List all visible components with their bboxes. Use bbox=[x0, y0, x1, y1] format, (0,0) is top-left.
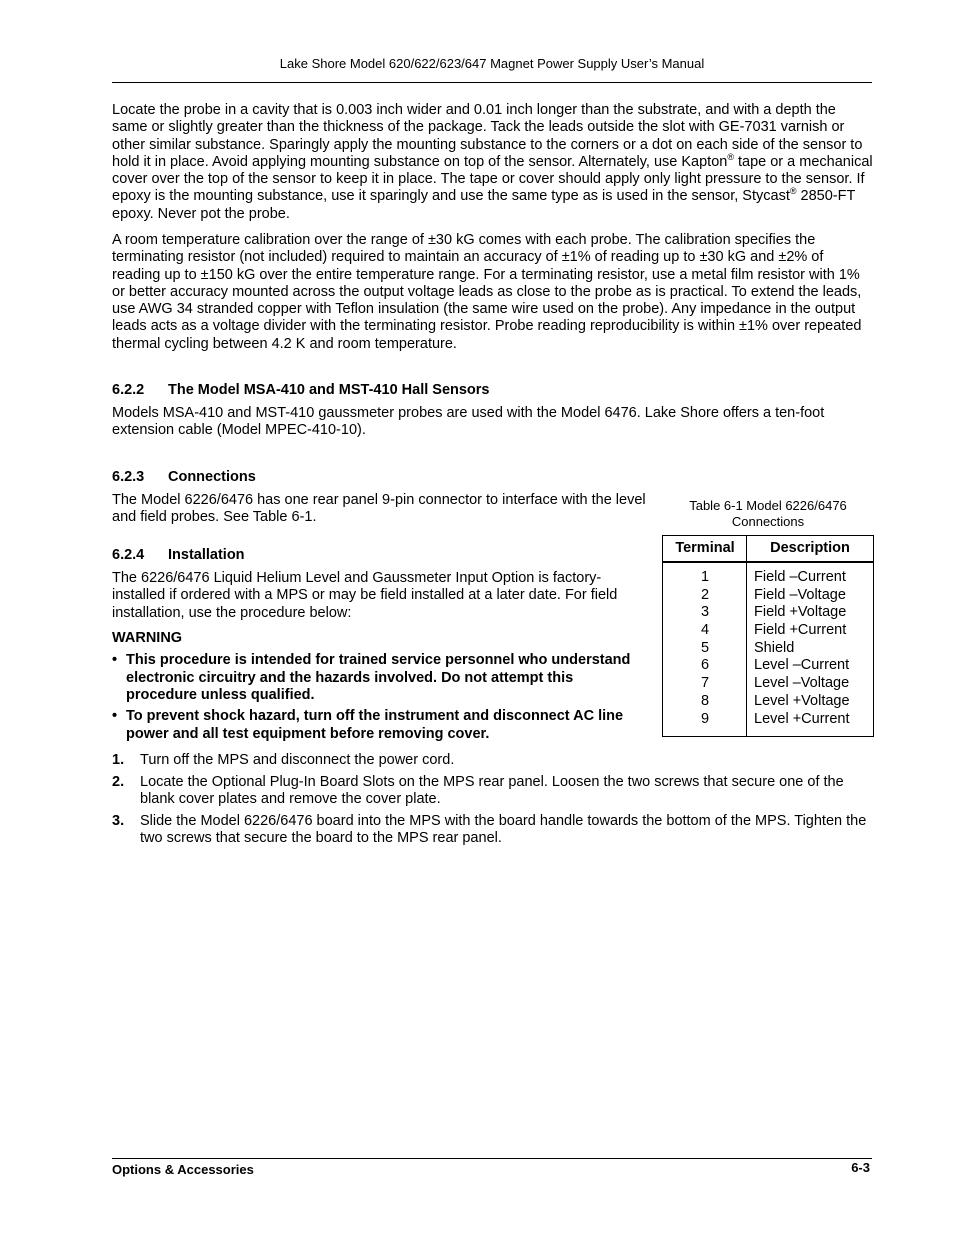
table-row bbox=[663, 604, 873, 622]
page-header-title: Lake Shore Model 620/622/623/647 Magnet Power Supply User’s Manual bbox=[279, 56, 705, 71]
section-number: 6.2.2 bbox=[112, 382, 145, 398]
terminal-cell: 7 bbox=[700, 675, 710, 692]
step-number: 3. bbox=[112, 813, 125, 829]
footer-section-title: Options & Accessories bbox=[112, 1162, 254, 1177]
description-cell: Shield bbox=[754, 639, 795, 656]
procedure-step bbox=[112, 813, 874, 848]
warning-text: To prevent shock hazard, turn off the instrument and disconnect AC line power and all test equipment before removing cover. bbox=[126, 708, 624, 742]
paragraph-text: 2850-FT epoxy. Never pot the probe. bbox=[112, 188, 856, 222]
table-row bbox=[663, 587, 873, 605]
calibration-paragraph: A room temperature calibration over the range of ±30 kG comes with each probe. The calibration specifies the terminating resistor (not included) required to maintain an accuracy of ±1% of reading up to ±30 kG and ±2% of reading up to ±150 kG over the entire temperature range. For a terminating resistor, use a metal film resistor with 1% or better accuracy mounted across the output voltage leads as close to the probe as is practical. To extend the leads, use AWG 34 stranded copper with Teflon insulation (the same wire used on the probe). Any impedance in the output leads acts as a voltage divider with the terminating resistor. Probe reading reproducibility is within ±1% over repeated thermal cycling between 4.2 K and room temperature. bbox=[112, 232, 862, 352]
table-row bbox=[663, 711, 873, 729]
description-cell: Level –Current bbox=[754, 657, 850, 674]
registered-mark: ® bbox=[789, 186, 797, 197]
table-row bbox=[663, 693, 873, 711]
warning-text: This procedure is intended for trained service personnel who understand electronic circuitry and the hazards involved. Do not attempt this procedure unless qualified. bbox=[126, 652, 631, 704]
connections-table bbox=[662, 535, 874, 737]
description-cell: Field +Voltage bbox=[754, 604, 847, 621]
column-header-terminal: Terminal bbox=[675, 540, 735, 556]
column-header-description: Description bbox=[770, 540, 850, 556]
table-body bbox=[663, 569, 873, 728]
table-row bbox=[663, 622, 873, 640]
table-caption-line: Connections bbox=[731, 514, 805, 529]
section-heading-6-2-4 bbox=[112, 547, 245, 564]
description-cell: Level +Voltage bbox=[754, 692, 850, 709]
description-cell: Level –Voltage bbox=[754, 675, 850, 692]
installation-paragraph: The 6226/6476 Liquid Helium Level and Gaussmeter Input Option is factory-installed if ordered with a MPS or may be field installed at a later date. For field installation, use the procedure below: bbox=[112, 570, 618, 621]
header-divider bbox=[112, 82, 872, 83]
step-number: 2. bbox=[112, 774, 125, 790]
table-header-row bbox=[663, 536, 873, 563]
paragraph-text: tape or a mechanical cover over the top of the sensor to keep it in place. The tape or cover should apply only light pressure to the sensor. If epoxy is the mounting substance, use it sparingly and use the same type as is used in the sensor, Stycast bbox=[112, 153, 873, 205]
section-title: Connections bbox=[168, 469, 256, 485]
procedure-step bbox=[112, 752, 874, 769]
terminal-cell: 1 bbox=[700, 569, 710, 585]
paragraph-text: Locate the probe in a cavity that is 0.003 inch wider and 0.01 inch longer than the substrate, and with a depth the same or slightly greater than the thickness of the package. Tack the leads outside the slot with GE-7031 varnish or other similar substance. Sparingly apply the mounting substance to the corners or a dot on each side of the sensor to hold it in place. Avoid applying mounting substance on top of the sensor. Alternately, use Kapton bbox=[112, 102, 863, 170]
description-cell: Field –Voltage bbox=[754, 586, 846, 603]
connections-paragraph: The Model 6226/6476 has one rear panel 9-pin connector to interface with the level and field probes. See Table 6-1. bbox=[112, 492, 646, 526]
footer-divider bbox=[112, 1158, 872, 1159]
registered-mark: ® bbox=[727, 152, 734, 163]
procedure-step bbox=[112, 774, 874, 809]
terminal-cell: 8 bbox=[700, 692, 710, 709]
description-cell: Level +Current bbox=[754, 710, 850, 727]
terminal-cell: 4 bbox=[700, 622, 710, 639]
step-number: 1. bbox=[112, 752, 125, 768]
section-title: The Model MSA-410 and MST-410 Hall Sensors bbox=[168, 382, 490, 398]
section-heading-6-2-2 bbox=[112, 382, 490, 399]
description-cell: Field +Current bbox=[754, 622, 847, 639]
bullet-icon: • bbox=[112, 652, 118, 668]
footer-page-number: 6-3 bbox=[851, 1160, 870, 1175]
section-number: 6.2.3 bbox=[112, 469, 145, 485]
terminal-cell: 2 bbox=[700, 586, 710, 603]
description-cell: Field –Current bbox=[754, 569, 846, 585]
hall-sensors-paragraph: Models MSA-410 and MST-410 gaussmeter probes are used with the Model 6476. Lake Shore offers a ten-foot extension cable (Model MPEC-410-10). bbox=[112, 405, 825, 439]
step-text: Slide the Model 6226/6476 board into the MPS with the board handle towards the bottom of the MPS. Tighten the two screws that secure the board to the MPS rear panel. bbox=[140, 813, 867, 847]
section-number: 6.2.4 bbox=[112, 547, 145, 563]
section-heading-6-2-3 bbox=[112, 469, 256, 486]
warning-bullet bbox=[112, 708, 652, 743]
table-row bbox=[663, 657, 873, 675]
terminal-cell: 3 bbox=[700, 604, 710, 621]
table-caption-line: Table 6-1 Model 6226/6476 bbox=[689, 498, 847, 513]
terminal-cell: 9 bbox=[700, 710, 710, 727]
table-row bbox=[663, 569, 873, 587]
probe-mounting-paragraph bbox=[112, 102, 874, 223]
section-title: Installation bbox=[168, 547, 245, 563]
terminal-cell: 6 bbox=[700, 657, 710, 674]
terminal-cell: 5 bbox=[700, 639, 710, 656]
step-text: Locate the Optional Plug-In Board Slots on the MPS rear panel. Loosen the two screws that secure one of the blank cover plates and remove the cover plate. bbox=[140, 774, 844, 808]
bullet-icon: • bbox=[112, 708, 118, 724]
table-caption bbox=[662, 498, 874, 530]
step-text: Turn off the MPS and disconnect the power cord. bbox=[140, 752, 455, 768]
warning-label: WARNING bbox=[112, 630, 183, 646]
table-row bbox=[663, 675, 873, 693]
table-row bbox=[663, 640, 873, 658]
warning-bullet bbox=[112, 652, 632, 705]
